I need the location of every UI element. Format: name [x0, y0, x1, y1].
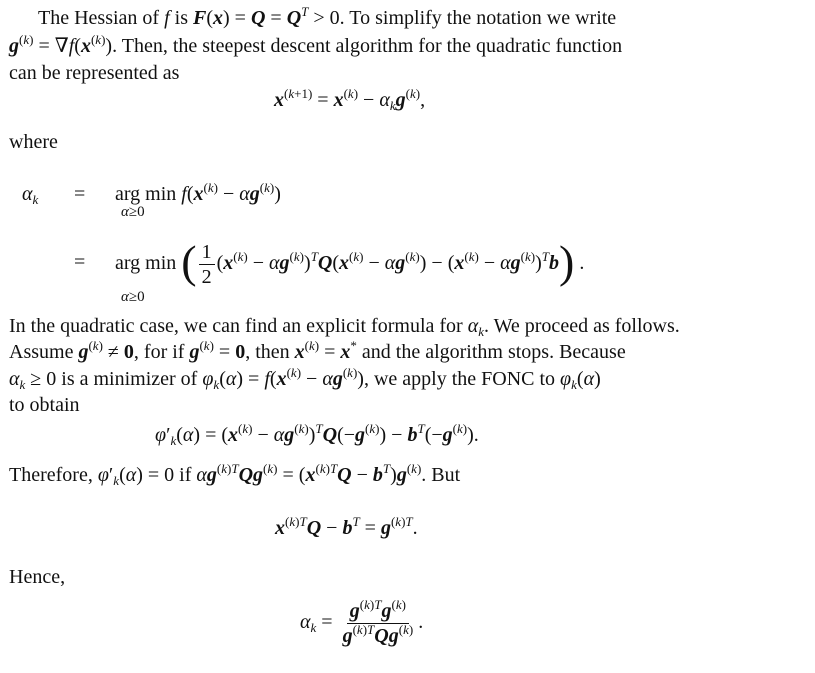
para1-line2: $g^{(k)} = \nabla f(x^{(k)})$. Then, the steepest descent algorithm for the quadratic function — [9, 32, 623, 57]
equation-derivative: $\varphi'_k(\alpha) = (x^{(k)} - \alpha g^{(k)})^TQ(-g^{(k)}) - b^T(-g^{(k)})$. — [155, 421, 479, 448]
equals-1: = — [74, 183, 86, 205]
para1-line3: can be represented as — [9, 62, 180, 84]
para2-line2: Assume $g^{(k)} \ne 0$, for if $g^{(k)} = 0$, then $x^{(k)} = x^*$ and the algorithm stops. Because — [9, 338, 626, 363]
equals-2: = — [74, 251, 86, 273]
para2-line1: In the quadratic case, we can find an explicit formula for $\alpha_k$. We proceed as follows. — [9, 315, 680, 339]
hence-text: Hence, — [9, 566, 66, 588]
where-text: where — [9, 131, 58, 153]
alpha-row2: arg min α≥0 ( $\frac{1}{2}$ $(x^{(k)} - \alpha g^{(k)})^TQ(x^{(k)} - \alpha g^{(k)}) - (x^{(k)} - \alpha g^{(k)})^Tb$) . — [115, 236, 585, 305]
para2-line4: to obtain — [9, 394, 80, 416]
para2-line3: $\alpha_k \ge 0$ is a minimizer of $\varphi_k(\alpha) = f(x^{(k)} - \alpha g^{(k)})$, we apply the FONC to $\varphi_k(\alpha)$ — [9, 365, 601, 392]
alpha-lhs: $\alpha_k$ — [22, 183, 39, 207]
para3: Therefore, $\varphi'_k(\alpha) = 0$ if $\alpha g^{(k)T}Qg^{(k)} = (x^{(k)T}Q - b^T)g^{(k)}$. But — [9, 461, 461, 488]
equation-alpha-final: $\alpha_k$ = $\frac{g^{(k)T}g^{(k)}}{g^{(k)T}Qg^{(k)}}$ . — [300, 596, 424, 647]
para1-line1: The Hessian of f is $F(x) = Q = Q^T > 0$. To simplify the notation we write — [38, 4, 617, 29]
alpha-row1: arg min α≥0 $f(x^{(k)} - \alpha g^{(k)})$ — [115, 180, 281, 220]
equation-update: $x^{(k+1)} = x^{(k)} - \alpha_kg^{(k)}$, — [274, 86, 426, 113]
equation-gradient: $x^{(k)T}Q - b^T = g^{(k)T}$. — [275, 514, 418, 539]
